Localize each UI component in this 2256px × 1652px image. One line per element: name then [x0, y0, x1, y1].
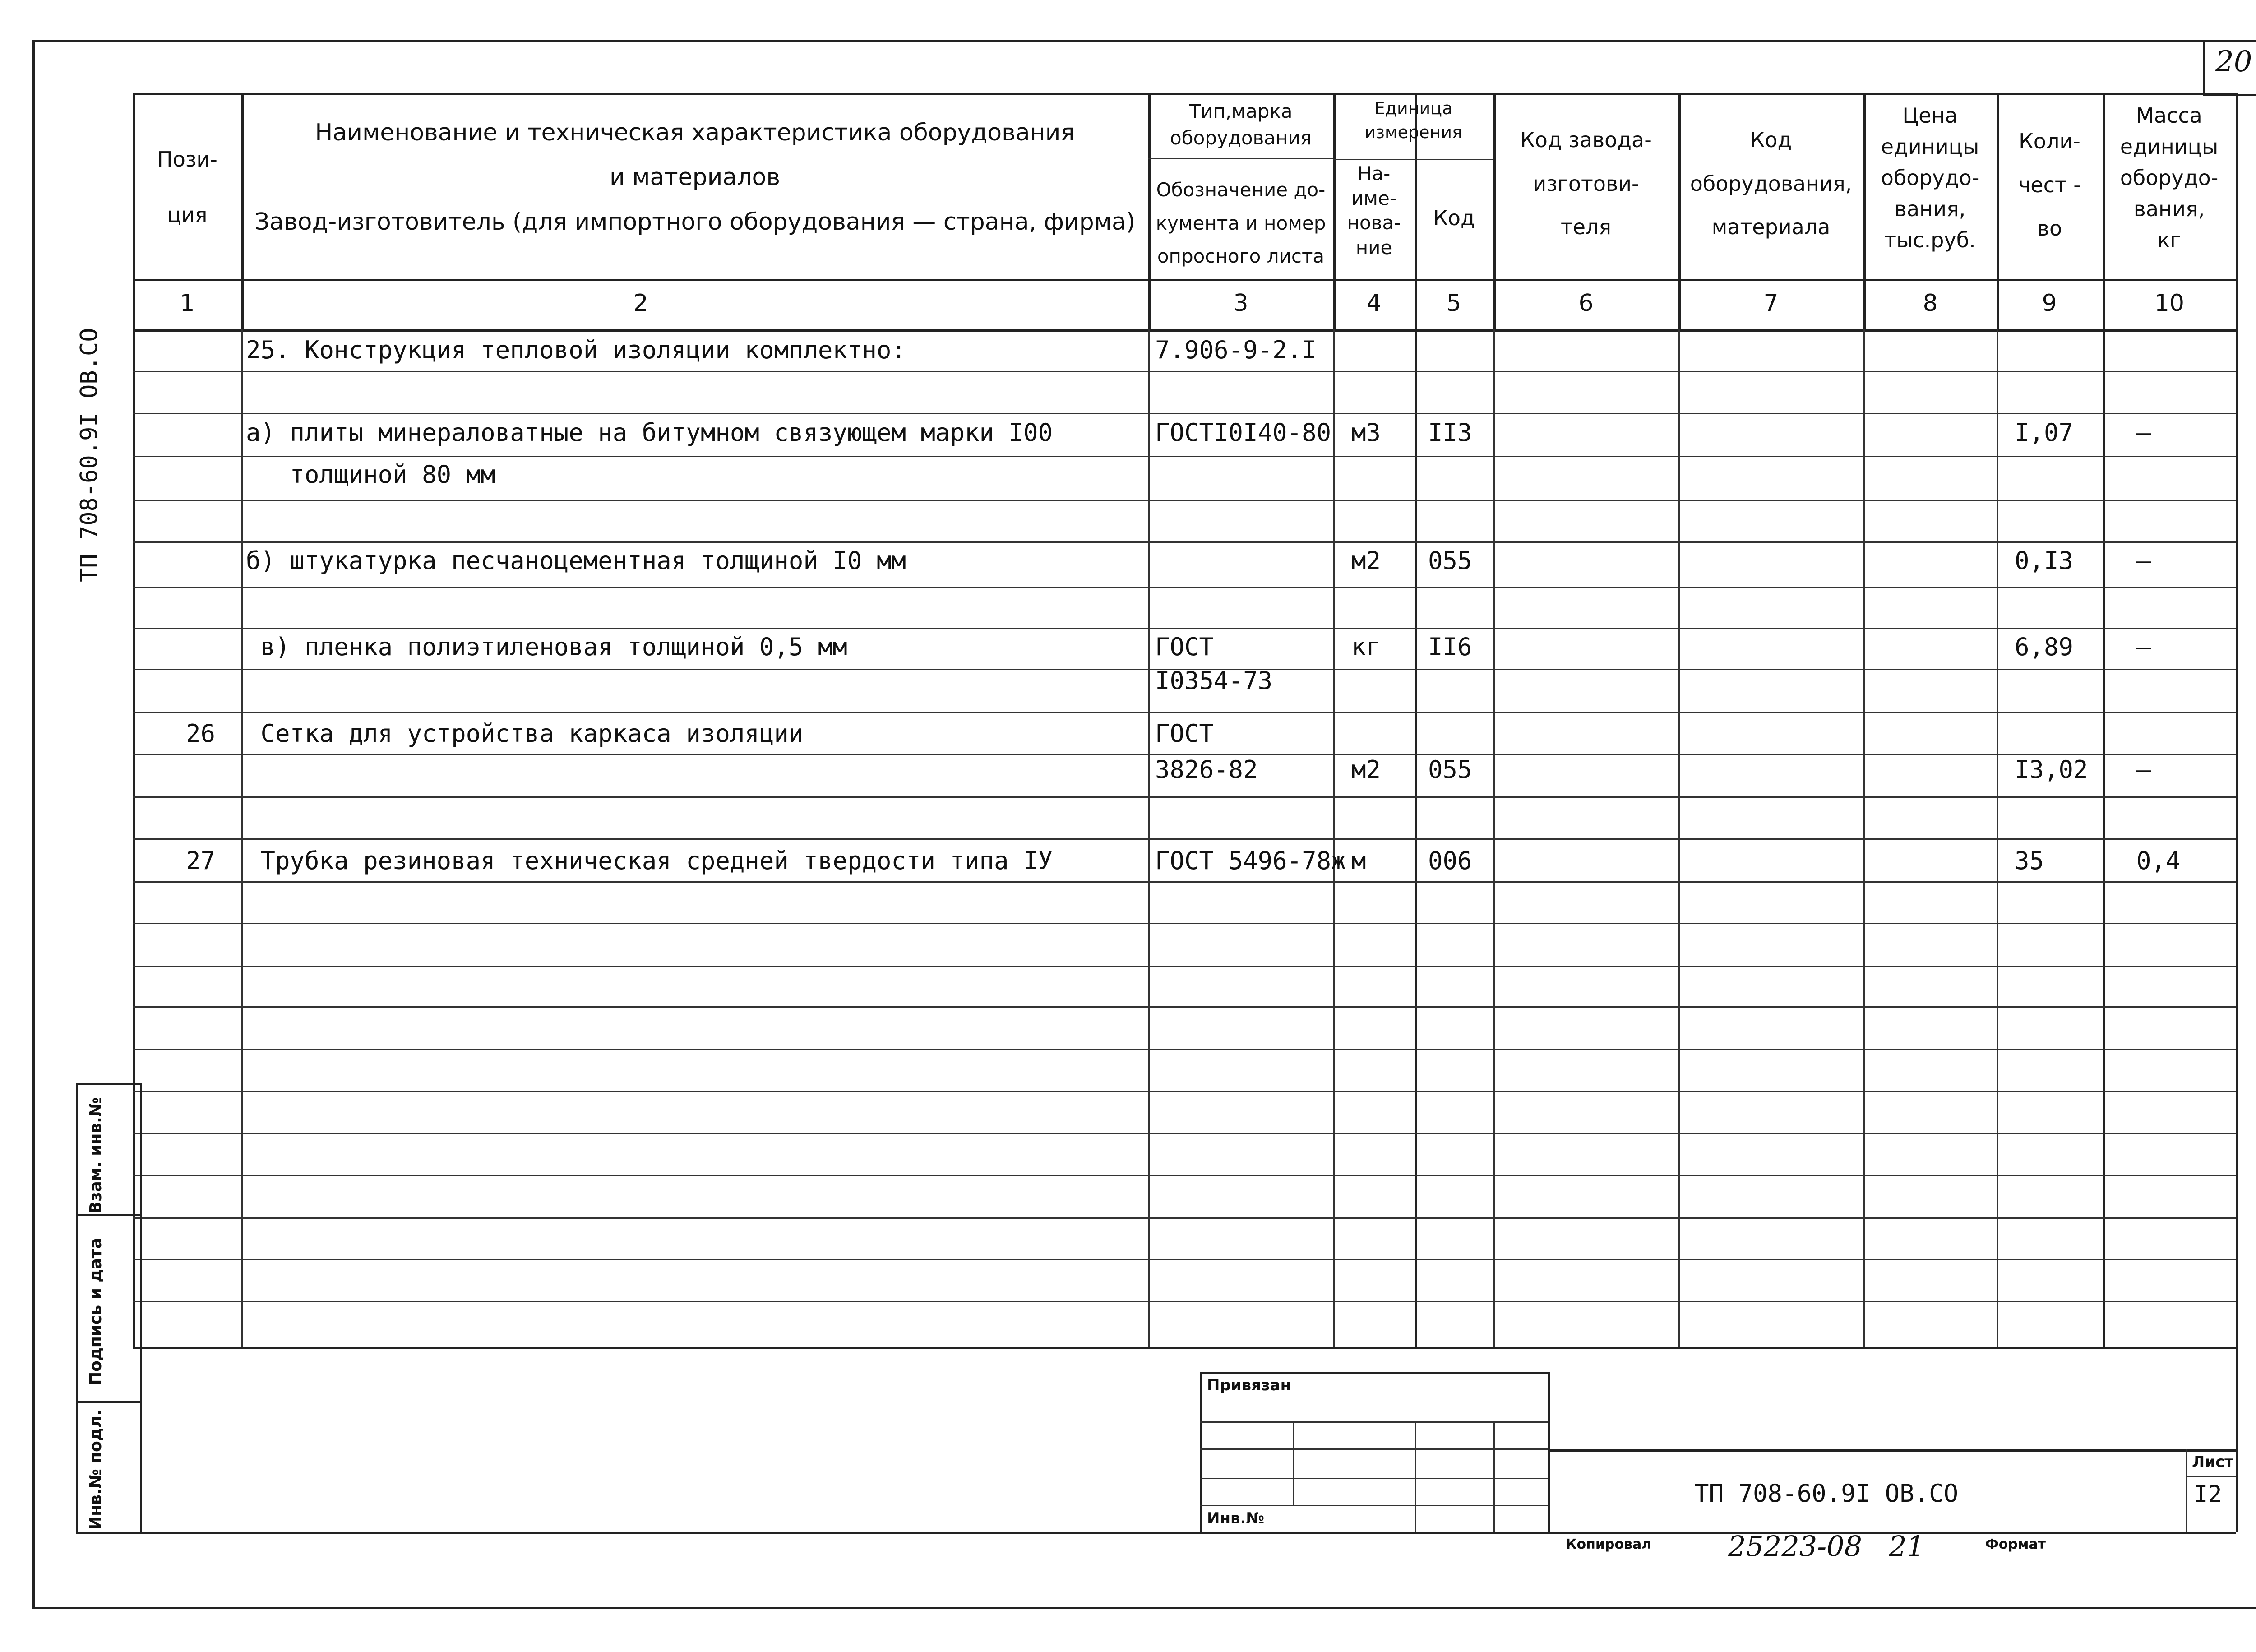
- row-unit: кг: [1351, 633, 1381, 661]
- row-position: 26: [186, 719, 216, 748]
- column-number: 1: [180, 290, 195, 317]
- header-unit-group: [1333, 97, 1493, 144]
- header-quantity-line: во: [2037, 216, 2062, 241]
- row-quantity: I3,02: [2015, 755, 2088, 784]
- grid-line-horizontal: [1148, 158, 1333, 159]
- row-mass: –: [2136, 546, 2151, 575]
- grid-line-horizontal: [133, 1006, 2236, 1008]
- privyazan-label: Привязан: [1207, 1376, 1291, 1394]
- row-code: II3: [1428, 418, 1472, 447]
- grid-line-horizontal: [76, 1214, 140, 1216]
- row-name: толщиной 80 мм: [246, 460, 495, 489]
- header-position: [133, 144, 241, 230]
- grid-line-horizontal: [1333, 159, 1493, 160]
- stamp-original-inv: Инв.№ подл.: [87, 1409, 105, 1530]
- header-quantity: [1997, 120, 2103, 250]
- copied-label: Копировал: [1566, 1536, 1652, 1552]
- header-mass-line: Масса: [2136, 103, 2202, 128]
- row-quantity: 6,89: [2015, 633, 2074, 661]
- row-code: II6: [1428, 633, 1472, 661]
- grid-line-vertical: [1493, 1421, 1495, 1532]
- column-number: 5: [1446, 290, 1461, 317]
- header-factory-line: изготови-: [1533, 171, 1639, 196]
- header-price-line: вания,: [1894, 197, 1966, 221]
- row-type: ГОСТ: [1155, 633, 1214, 661]
- stamp-replace-inv: Взам. инв.№: [87, 1097, 105, 1214]
- inv-label: Инв.№: [1207, 1509, 1265, 1527]
- column-number: 10: [2154, 290, 2185, 317]
- grid-line-horizontal: [133, 1301, 2236, 1302]
- header-mass: [2103, 100, 2236, 256]
- grid-line-horizontal: [133, 1259, 2236, 1260]
- row-quantity: 35: [2015, 847, 2044, 875]
- header-name-line: Завод-изготовитель (для импортного оборудования — страна, фирма): [254, 208, 1136, 236]
- sheet-number: I2: [2194, 1481, 2222, 1508]
- header-price-line: единицы: [1881, 134, 1979, 159]
- header-price: [1863, 100, 1997, 256]
- header-unit-name-line: нова-: [1347, 212, 1401, 234]
- grid-line-horizontal: [133, 712, 2236, 713]
- header-name-line: и материалов: [609, 163, 781, 191]
- grid-line-horizontal: [133, 93, 2236, 95]
- grid-line-horizontal: [133, 1217, 2236, 1219]
- header-unit-line: Единица: [1374, 98, 1453, 118]
- header-code: Код: [1433, 206, 1475, 230]
- grid-line-vertical: [2186, 1449, 2187, 1532]
- grid-line-horizontal: [133, 541, 2236, 543]
- grid-line-horizontal: [133, 838, 2236, 840]
- grid-line-vertical: [1293, 1421, 1294, 1505]
- grid-line-horizontal: [133, 923, 2236, 924]
- grid-line-vertical: [2236, 93, 2238, 329]
- header-factory-line: Код завода-: [1520, 128, 1652, 152]
- row-code: 055: [1428, 546, 1472, 575]
- column-number: 8: [1923, 290, 1938, 317]
- header-unit-name-line: ние: [1355, 236, 1392, 259]
- column-number: 2: [633, 290, 648, 317]
- grid-line-vertical: [1548, 1372, 1550, 1532]
- grid-line-horizontal: [133, 279, 2236, 281]
- row-unit: м2: [1351, 546, 1381, 575]
- sheet-label: Лист: [2192, 1453, 2233, 1471]
- row-quantity: 0,I3: [2015, 546, 2074, 575]
- grid-line-vertical: [2236, 1347, 2238, 1532]
- header-factory-code: [1493, 118, 1678, 249]
- header-type-line: Обозначение до-: [1156, 179, 1326, 201]
- column-number: 7: [1763, 290, 1779, 317]
- grid-line-horizontal: [76, 1401, 140, 1403]
- header-price-line: тыс.руб.: [1884, 228, 1976, 252]
- header-equipment-line: оборудования,: [1690, 171, 1852, 196]
- grid-line-horizontal: [133, 754, 2236, 755]
- header-type-line: оборудования: [1170, 126, 1312, 149]
- grid-line-horizontal: [76, 1083, 140, 1085]
- row-code: 055: [1428, 755, 1472, 784]
- header-mass-line: вания,: [2133, 197, 2205, 221]
- row-name: б) штукатурка песчаноцементная толщиной I0 мм: [246, 546, 906, 575]
- grid-line-horizontal: [133, 329, 2236, 332]
- header-unit-line: измерения: [1364, 122, 1462, 143]
- header-factory-line: теля: [1560, 215, 1612, 240]
- grid-line-horizontal: [133, 966, 2236, 967]
- header-unit-name-line: На-: [1357, 162, 1391, 185]
- header-name: [241, 111, 1148, 244]
- header-equipment-line: Код: [1750, 128, 1792, 152]
- grid-line-horizontal: [1200, 1448, 1548, 1450]
- header-price-line: оборудо-: [1881, 166, 1979, 190]
- row-type: 3826-82: [1155, 755, 1258, 784]
- grid-line-horizontal: [2186, 1476, 2236, 1477]
- grid-line-horizontal: [133, 587, 2236, 588]
- header-quantity-line: Коли-: [2019, 129, 2080, 153]
- grid-line-horizontal: [133, 456, 2236, 457]
- grid-line-vertical: [1415, 1421, 1416, 1532]
- grid-line-vertical: [140, 1347, 142, 1532]
- page-number: 20: [2215, 45, 2252, 79]
- grid-line-horizontal: [1200, 1505, 1548, 1506]
- grid-line-horizontal: [133, 1175, 2236, 1176]
- grid-line-horizontal: [133, 413, 2236, 414]
- grid-line-horizontal: [1200, 1478, 1548, 1479]
- row-unit: м2: [1351, 755, 1381, 784]
- header-type-line: опросного листа: [1157, 245, 1325, 267]
- header-position-line: Пози-: [157, 147, 217, 171]
- row-type: ГОСТ 5496-78ж: [1155, 847, 1346, 875]
- header-equipment-line: материала: [1711, 215, 1831, 240]
- grid-line-horizontal: [133, 1049, 2236, 1050]
- row-type: 7.906-9-2.I: [1155, 336, 1317, 364]
- row-type: I0354-73: [1155, 666, 1273, 695]
- header-mass-line: кг: [2157, 228, 2181, 252]
- header-unit-name: [1333, 162, 1415, 260]
- grid-line-horizontal: [133, 796, 2236, 798]
- grid-line-horizontal: [1200, 1421, 1548, 1423]
- grid-line-horizontal: [133, 1091, 2236, 1092]
- grid-line-vertical: [1200, 1372, 1202, 1532]
- grid-line-vertical: [76, 1083, 78, 1534]
- header-equipment-code: [1678, 118, 1863, 249]
- header-mass-line: единицы: [2120, 134, 2219, 159]
- row-type: ГОСТ: [1155, 719, 1214, 748]
- header-name-line: Наименование и техническая характеристика оборудования: [315, 119, 1075, 146]
- row-mass: –: [2136, 418, 2151, 447]
- column-number: 6: [1578, 290, 1594, 317]
- row-position: 27: [186, 847, 216, 875]
- row-quantity: I,07: [2015, 418, 2074, 447]
- row-type: ГОСТI0I40-80: [1155, 418, 1331, 447]
- row-name: 25. Конструкция тепловой изоляции комплектно:: [246, 336, 906, 364]
- side-code: ТП 708-60.9I ОВ.СО: [76, 328, 103, 582]
- grid-line-horizontal: [133, 371, 2236, 372]
- header-unit-name-line: име-: [1351, 187, 1396, 209]
- header-price-line: Цена: [1902, 103, 1958, 128]
- header-mass-line: оборудо-: [2120, 166, 2219, 190]
- header-type-top: [1148, 98, 1333, 152]
- row-name: в) пленка полиэтиленовая толщиной 0,5 мм: [246, 633, 847, 661]
- grid-line-horizontal: [133, 1347, 2236, 1349]
- header-quantity-line: чест -: [2018, 172, 2081, 197]
- header-type-line: кумента и номер: [1156, 212, 1326, 234]
- grid-line-horizontal: [133, 628, 2236, 629]
- grid-line-horizontal: [133, 1133, 2236, 1134]
- column-number: 9: [2042, 290, 2057, 317]
- header-type-bottom: [1148, 173, 1333, 273]
- doc-code: ТП 708-60.9I ОВ.СО: [1694, 1479, 1959, 1508]
- grid-line-horizontal: [1200, 1372, 1548, 1374]
- handwritten-number: 25223-08 21: [1728, 1530, 1925, 1563]
- header-position-line: ция: [167, 202, 208, 227]
- row-name: а) плиты минераловатные на битумном связующем марки I00: [246, 418, 1053, 447]
- grid-line-horizontal: [133, 881, 2236, 883]
- column-number: 3: [1233, 290, 1248, 317]
- grid-line-vertical: [2236, 329, 2238, 1347]
- row-unit: м3: [1351, 418, 1381, 447]
- row-mass: –: [2136, 755, 2151, 784]
- grid-line-horizontal: [133, 500, 2236, 501]
- header-type-line: Тип,марка: [1189, 100, 1293, 122]
- row-mass: –: [2136, 633, 2151, 661]
- row-code: 006: [1428, 847, 1472, 875]
- grid-line-horizontal: [1548, 1449, 2236, 1452]
- column-number: 4: [1366, 290, 1382, 317]
- format-label: Формат: [1985, 1536, 2046, 1552]
- row-mass: 0,4: [2136, 847, 2181, 875]
- row-name: Сетка для устройства каркаса изоляции: [246, 719, 804, 748]
- row-name: Трубка резиновая техническая средней твердости типа IУ: [246, 847, 1053, 875]
- stamp-signature-date: Подпись и дата: [87, 1238, 105, 1385]
- row-unit: м: [1351, 847, 1366, 875]
